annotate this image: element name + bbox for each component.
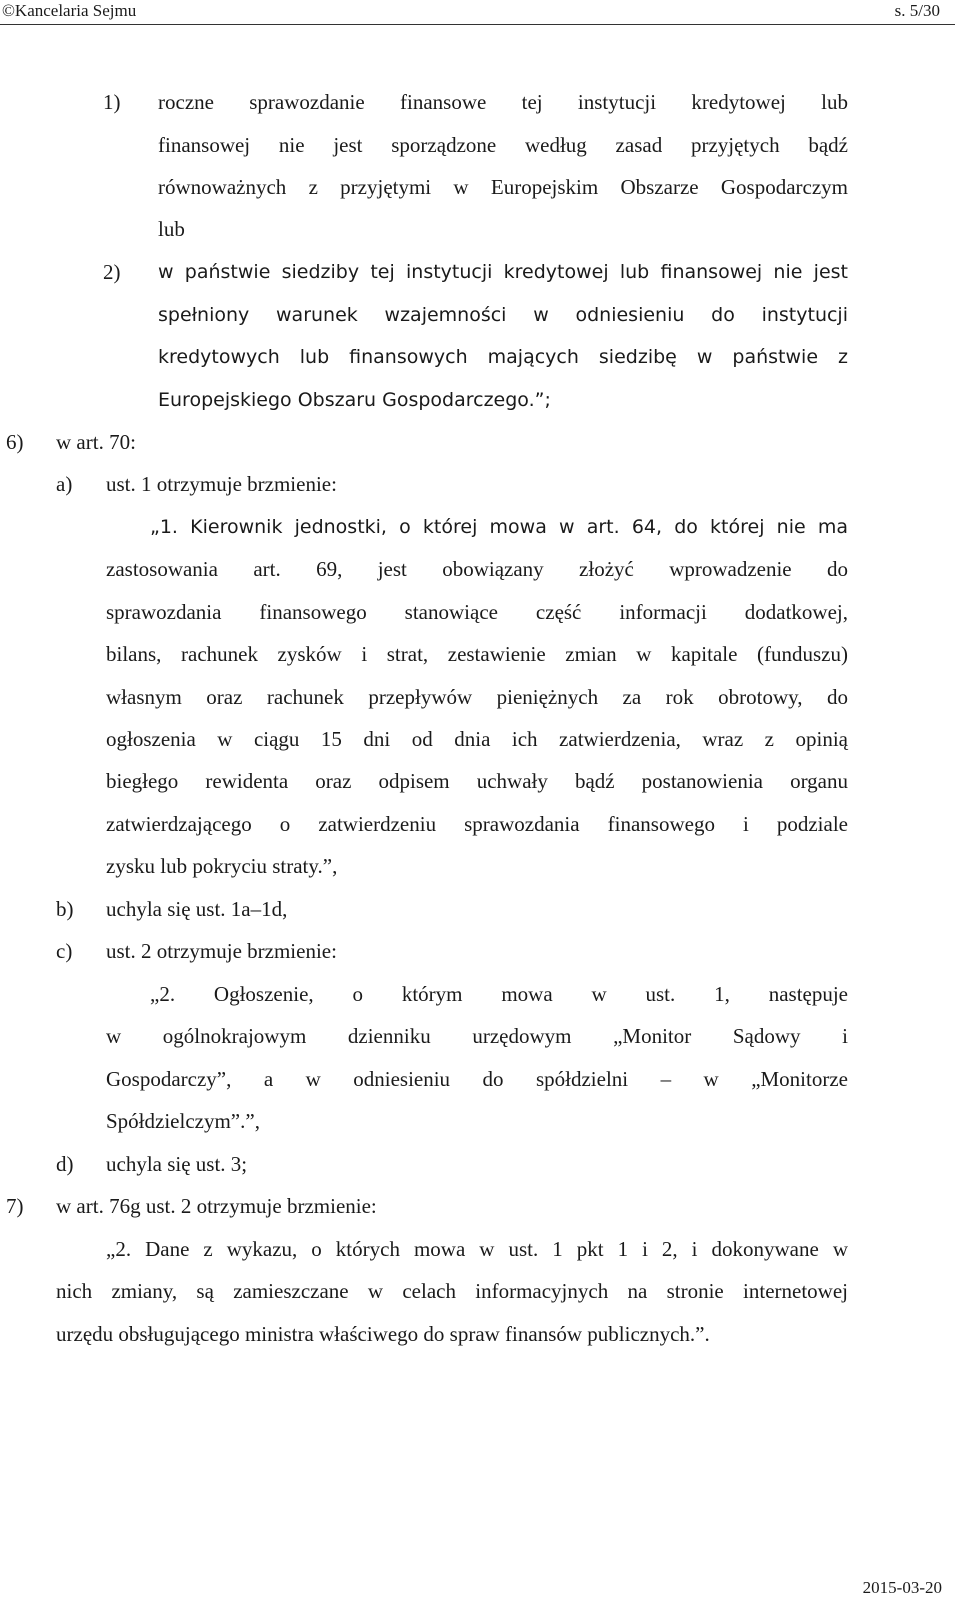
item-2-line-4-text: Europejskiego Obszaru Gospodarczego.”; — [158, 389, 551, 411]
quote-1-line-9: zysku lub pokryciu straty.”, — [106, 854, 338, 878]
item-2-line-1: w państwie siedziby tej instytucji kredytowej lub finansowej nie jest — [158, 261, 848, 283]
item-1-line-2: finansowej nie jest sporządzone według zasad przyjętych bądź — [158, 133, 848, 157]
quote-3-line-3: urzędu obsługującego ministra właściwego do spraw finansów publicznych.”. — [56, 1322, 710, 1346]
item-1-line-3: równoważnych z przyjętymi w Europejskim Obszarze Gospodarczym — [158, 175, 848, 199]
quote-3-line-2: nich zmiany, są zamieszczane w celach informacyjnych na stronie internetowej — [56, 1279, 848, 1303]
quote-1-line-1: „1. Kierownik jednostki, o której mowa w art. 64, do której nie ma — [150, 516, 848, 538]
point-7-text: w art. 76g ust. 2 otrzymuje brzmienie: — [56, 1194, 377, 1218]
header-page-number: s. 5/30 — [894, 1, 940, 20]
footer-date: 2015-03-20 — [862, 1578, 942, 1597]
header-copyright: ©Kancelaria Sejmu — [2, 1, 137, 20]
quote-1-line-4: bilans, rachunek zysków i strat, zestawienie zmian w kapitale (funduszu) — [106, 642, 848, 666]
letter-c-text: ust. 2 otrzymuje brzmienie: — [106, 939, 337, 963]
quote-1-line-3: sprawozdania finansowego stanowiące część informacji dodatkowej, — [106, 600, 848, 624]
letter-b-text: uchyla się ust. 1a–1d, — [106, 897, 288, 921]
letter-d-text: uchyla się ust. 3; — [106, 1152, 248, 1176]
quote-1-line-6: ogłoszenia w ciągu 15 dni od dnia ich zatwierdzenia, wraz z opinią — [106, 727, 848, 751]
point-7-number: 7) — [6, 1194, 24, 1218]
quote-1-line-8: zatwierdzającego o zatwierdzeniu sprawozdania finansowego i podziale — [106, 812, 848, 836]
item-2-number: 2) — [103, 260, 121, 284]
quote-2-line-2: w ogólnokrajowym dzienniku urzędowym „Monitor Sądowy i — [106, 1024, 848, 1048]
letter-a-text: ust. 1 otrzymuje brzmienie: — [106, 472, 337, 496]
item-2-line-2: spełniony warunek wzajemności w odniesieniu do instytucji — [158, 304, 848, 326]
item-2-line-4 — [158, 385, 551, 414]
quote-1-line-5: własnym oraz rachunek przepływów pieniężnych za rok obrotowy, do — [106, 685, 848, 709]
quote-2-line-4: Spółdzielczym”.”, — [106, 1109, 260, 1133]
item-1-line-4: lub — [158, 217, 185, 241]
quote-2-line-1: „2. Ogłoszenie, o którym mowa w ust. 1, następuje — [150, 982, 848, 1006]
quote-1-line-7: biegłego rewidenta oraz odpisem uchwały bądź postanowienia organu — [106, 769, 848, 793]
item-2-line-3: kredytowych lub finansowych mających siedzibę w państwie z — [158, 346, 848, 368]
point-6-text: w art. 70: — [56, 430, 136, 454]
quote-1-line-2: zastosowania art. 69, jest obowiązany złożyć wprowadzenie do — [106, 557, 848, 581]
letter-a-number: a) — [56, 472, 73, 496]
item-1-number: 1) — [103, 90, 121, 114]
letter-b-number: b) — [56, 897, 74, 921]
letter-c-number: c) — [56, 939, 73, 963]
quote-3-line-1: „2. Dane z wykazu, o których mowa w ust. 1 pkt 1 i 2, i dokonywane w — [106, 1237, 848, 1261]
quote-2-line-3: Gospodarczy”, a w odniesieniu do spółdzielni – w „Monitorze — [106, 1067, 848, 1091]
point-6-number: 6) — [6, 430, 24, 454]
item-1-line-1: roczne sprawozdanie finansowe tej instytucji kredytowej lub — [158, 90, 848, 114]
letter-d-number: d) — [56, 1152, 74, 1176]
